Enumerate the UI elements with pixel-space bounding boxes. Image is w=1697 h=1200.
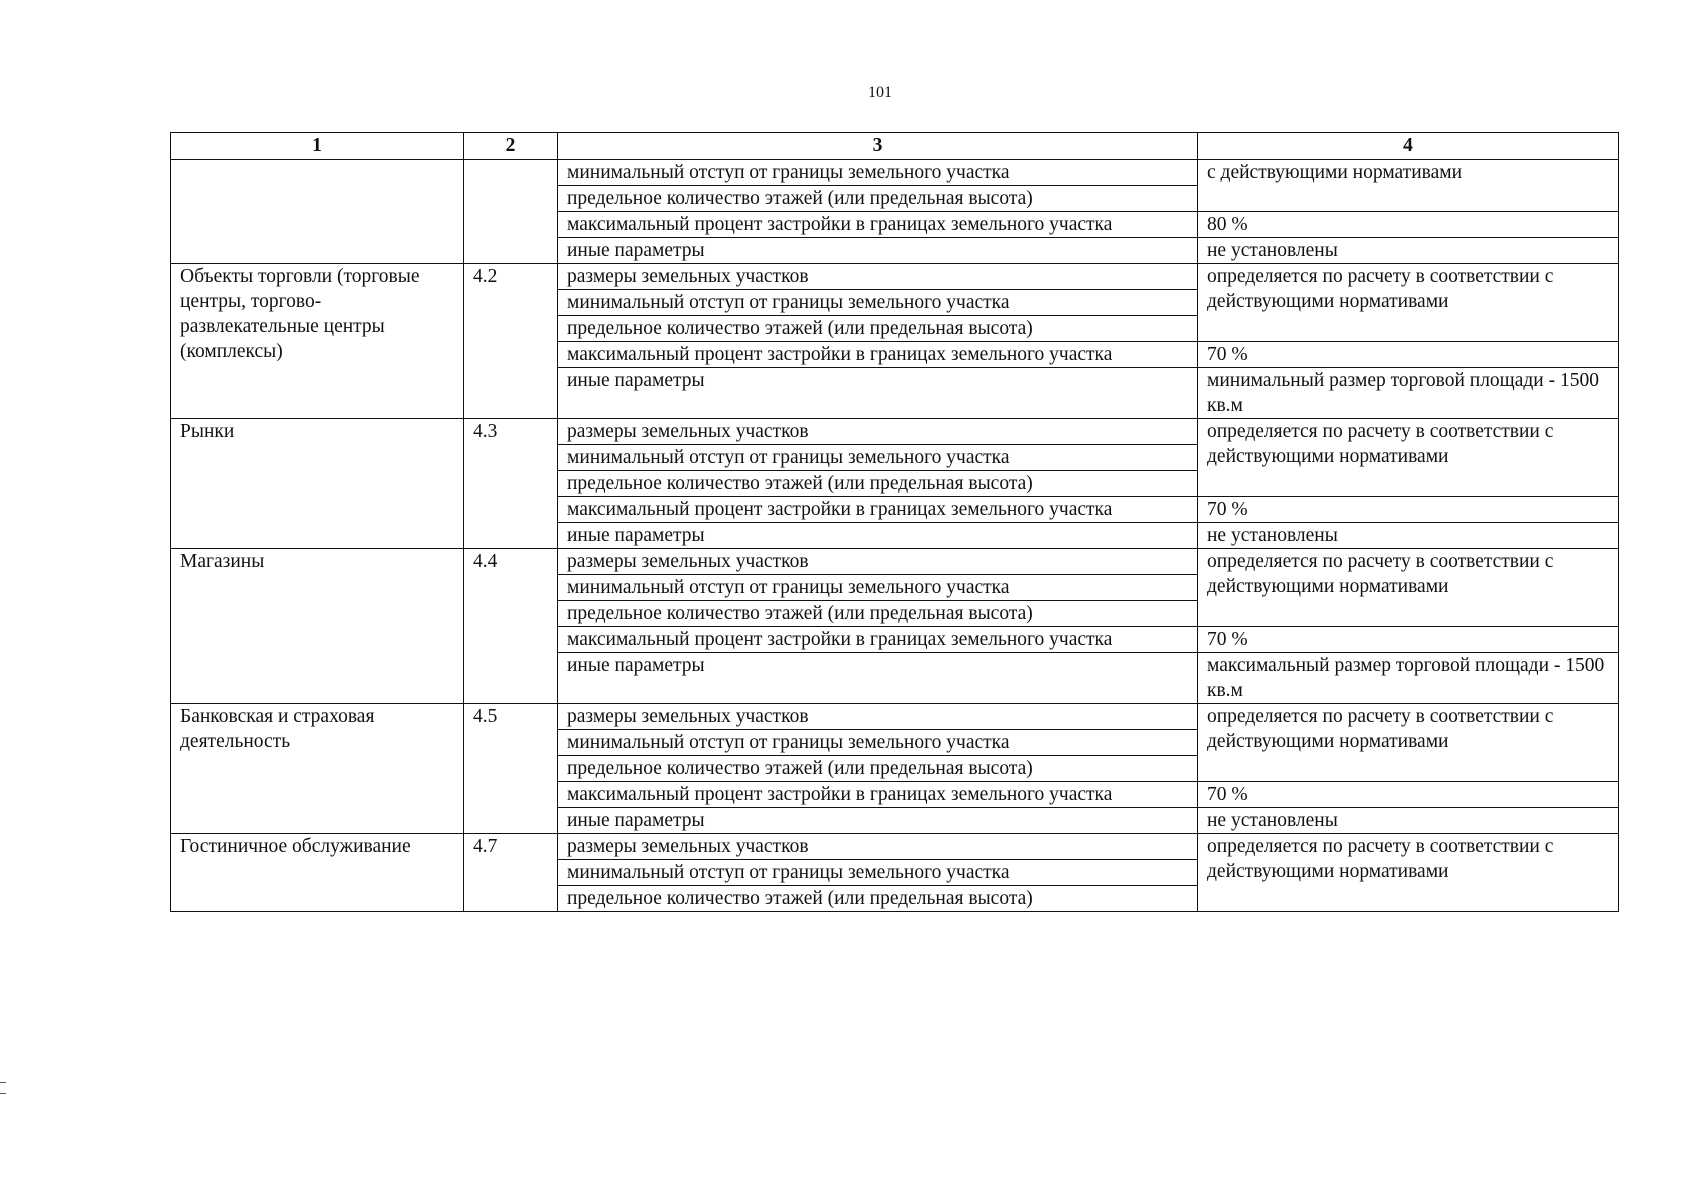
- table-row: [171, 160, 1619, 186]
- value-cell: определяется по расчету в соответствии с действующими нормативами: [1198, 704, 1619, 782]
- value-cell: 70 %: [1198, 627, 1619, 653]
- value-cell: не установлены: [1198, 523, 1619, 549]
- param-cell: размеры земельных участков: [558, 704, 1198, 730]
- page-number: 101: [868, 84, 892, 101]
- param-cell: максимальный процент застройки в границах земельного участка: [558, 342, 1198, 368]
- use-name-cell: [171, 160, 464, 264]
- param-cell: минимальный отступ от границы земельного участка: [558, 860, 1198, 886]
- header-cell: 2: [464, 133, 558, 160]
- use-code-cell: 4.2: [464, 264, 558, 419]
- use-name-cell: Магазины: [171, 549, 464, 704]
- header-cell: 4: [1198, 133, 1619, 160]
- param-cell: иные параметры: [558, 808, 1198, 834]
- param-cell: минимальный отступ от границы земельного участка: [558, 445, 1198, 471]
- param-cell: минимальный отступ от границы земельного участка: [558, 160, 1198, 186]
- value-cell: 70 %: [1198, 342, 1619, 368]
- table-row: [171, 549, 1619, 575]
- value-cell: 70 %: [1198, 782, 1619, 808]
- param-cell: минимальный отступ от границы земельного участка: [558, 290, 1198, 316]
- value-cell: минимальный размер торговой площади - 1500 кв.м: [1198, 368, 1619, 419]
- value-cell: определяется по расчету в соответствии с действующими нормативами: [1198, 264, 1619, 342]
- regulations-table: [170, 132, 1619, 912]
- use-name-cell: Гостиничное обслуживание: [171, 834, 464, 912]
- table-row: [171, 264, 1619, 290]
- value-cell: определяется по расчету в соответствии с действующими нормативами: [1198, 419, 1619, 497]
- param-cell: предельное количество этажей (или предельная высота): [558, 756, 1198, 782]
- param-cell: предельное количество этажей (или предельная высота): [558, 316, 1198, 342]
- param-cell: максимальный процент застройки в границах земельного участка: [558, 212, 1198, 238]
- value-cell: с действующими нормативами: [1198, 160, 1619, 212]
- value-cell: максимальный размер торговой площади - 1500 кв.м: [1198, 653, 1619, 704]
- value-cell: 80 %: [1198, 212, 1619, 238]
- param-cell: максимальный процент застройки в границах земельного участка: [558, 782, 1198, 808]
- param-cell: размеры земельных участков: [558, 264, 1198, 290]
- use-name-cell: Объекты торговли (торговые центры, торгово-развлекательные центры (комплексы): [171, 264, 464, 419]
- value-cell: определяется по расчету в соответствии с действующими нормативами: [1198, 549, 1619, 627]
- param-cell: предельное количество этажей (или предельная высота): [558, 471, 1198, 497]
- param-cell: размеры земельных участков: [558, 834, 1198, 860]
- use-name-cell: Банковская и страховая деятельность: [171, 704, 464, 834]
- header-cell: 1: [171, 133, 464, 160]
- header-row: [171, 133, 1619, 160]
- param-cell: иные параметры: [558, 653, 1198, 704]
- value-cell: не установлены: [1198, 808, 1619, 834]
- use-code-cell: 4.3: [464, 419, 558, 549]
- param-cell: иные параметры: [558, 523, 1198, 549]
- param-cell: минимальный отступ от границы земельного участка: [558, 730, 1198, 756]
- param-cell: предельное количество этажей (или предельная высота): [558, 886, 1198, 912]
- param-cell: размеры земельных участков: [558, 549, 1198, 575]
- use-code-cell: 4.4: [464, 549, 558, 704]
- table-row: [171, 704, 1619, 730]
- value-cell: определяется по расчету в соответствии с действующими нормативами: [1198, 834, 1619, 912]
- value-cell: 70 %: [1198, 497, 1619, 523]
- param-cell: иные параметры: [558, 368, 1198, 419]
- use-code-cell: [464, 160, 558, 264]
- param-cell: предельное количество этажей (или предельная высота): [558, 186, 1198, 212]
- param-cell: предельное количество этажей (или предельная высота): [558, 601, 1198, 627]
- table-row: [171, 834, 1619, 860]
- param-cell: максимальный процент застройки в границах земельного участка: [558, 497, 1198, 523]
- table-row: [171, 419, 1619, 445]
- use-name-cell: Рынки: [171, 419, 464, 549]
- use-code-cell: 4.5: [464, 704, 558, 834]
- param-cell: минимальный отступ от границы земельного участка: [558, 575, 1198, 601]
- param-cell: максимальный процент застройки в границах земельного участка: [558, 627, 1198, 653]
- use-code-cell: 4.7: [464, 834, 558, 912]
- header-cell: 3: [558, 133, 1198, 160]
- param-cell: иные параметры: [558, 238, 1198, 264]
- param-cell: размеры земельных участков: [558, 419, 1198, 445]
- scan-margin-mark: [0, 1082, 6, 1094]
- value-cell: не установлены: [1198, 238, 1619, 264]
